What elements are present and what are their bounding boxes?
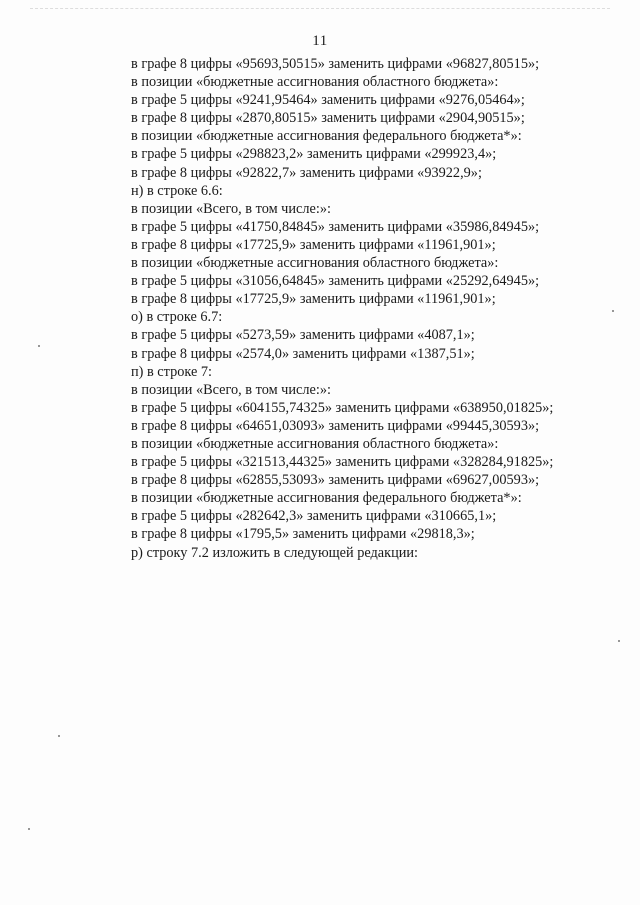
- text-line: в графе 8 цифры «64651,03093» заменить цифрами «99445,30593»;: [131, 417, 540, 434]
- document-body: [131, 55, 601, 562]
- text-line: в графе 8 цифры «95693,50515» заменить цифрами «96827,80515»;: [131, 56, 540, 72]
- text-line: в графе 8 цифры «17725,9» заменить цифрами «11961,901»;: [131, 291, 496, 308]
- scan-speck: [58, 735, 60, 737]
- text-line: р) строку 7.2 изложить в следующей редакции:: [131, 544, 418, 561]
- text-line: в графе 8 цифры «1795,5» заменить цифрами «29818,3»;: [131, 526, 475, 543]
- scan-speck: [38, 345, 40, 347]
- text-line: в графе 5 цифры «321513,44325» заменить цифрами «328284,91825»;: [131, 454, 554, 471]
- text-line: в графе 8 цифры «17725,9» заменить цифрами «11961,901»;: [131, 236, 496, 253]
- scan-speck: [618, 640, 620, 642]
- text-line: в позиции «бюджетные ассигнования федерального бюджета*»:: [131, 490, 522, 507]
- text-line: в графе 5 цифры «31056,64845» заменить цифрами «25292,64945»;: [131, 273, 540, 290]
- text-line: в позиции «Всего, в том числе:»:: [131, 200, 331, 217]
- text-line: в графе 5 цифры «298823,2» заменить цифрами «299923,4»;: [131, 146, 497, 163]
- text-line: в позиции «Всего, в том числе:»:: [131, 381, 331, 398]
- text-line: в графе 5 цифры «282642,3» заменить цифрами «310665,1»;: [131, 508, 497, 525]
- text-line: в графе 5 цифры «5273,59» заменить цифрами «4087,1»;: [131, 327, 475, 344]
- scan-edge-line: [30, 8, 610, 11]
- text-line: о) в строке 6.7:: [131, 309, 223, 326]
- text-line: в позиции «бюджетные ассигнования областного бюджета»:: [131, 435, 499, 452]
- scan-speck: [28, 828, 30, 830]
- text-line: в графе 8 цифры «2574,0» заменить цифрами «1387,51»;: [131, 345, 475, 362]
- text-line: в графе 8 цифры «62855,53093» заменить цифрами «69627,00593»;: [131, 472, 540, 489]
- text-line: в позиции «бюджетные ассигнования федерального бюджета*»:: [131, 128, 522, 145]
- text-line: в позиции «бюджетные ассигнования областного бюджета»:: [131, 74, 499, 91]
- text-line: в графе 5 цифры «41750,84845» заменить цифрами «35986,84945»;: [131, 218, 540, 235]
- page-number: 11: [312, 33, 328, 49]
- scan-speck: [612, 310, 614, 312]
- text-line: в графе 8 цифры «2870,80515» заменить цифрами «2904,90515»;: [131, 110, 525, 127]
- text-line: н) в строке 6.6:: [131, 182, 223, 199]
- text-line: в графе 8 цифры «92822,7» заменить цифрами «93922,9»;: [131, 164, 482, 181]
- text-line: п) в строке 7:: [131, 363, 213, 380]
- text-line: в графе 5 цифры «9241,95464» заменить цифрами «9276,05464»;: [131, 92, 525, 109]
- text-line: в позиции «бюджетные ассигнования областного бюджета»:: [131, 255, 499, 272]
- text-line: в графе 5 цифры «604155,74325» заменить цифрами «638950,01825»;: [131, 399, 554, 416]
